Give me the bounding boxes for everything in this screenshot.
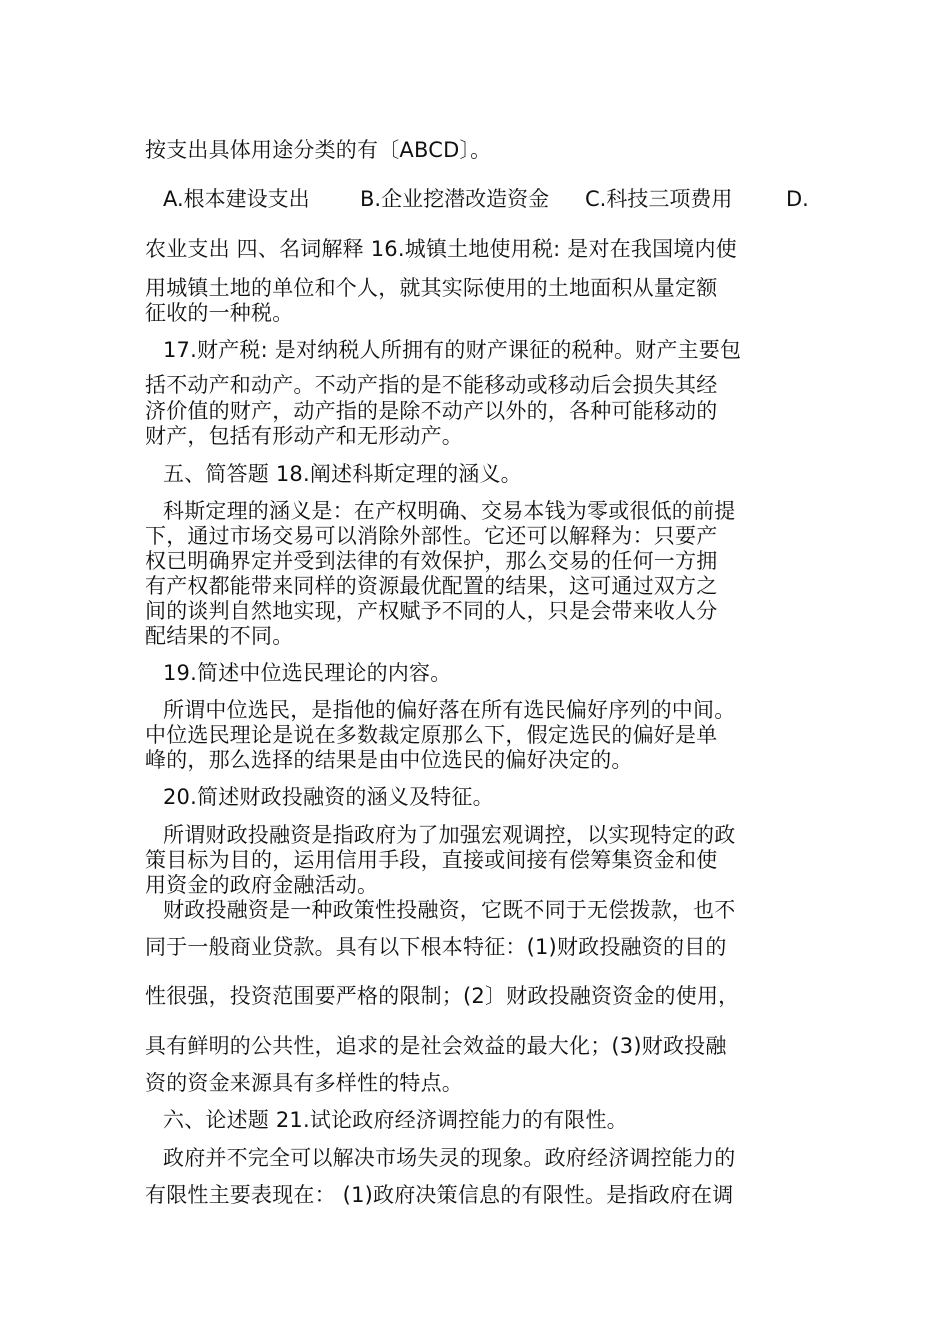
paragraph-line: 权已明确界定并受到法律的有效保护，那么交易的任何一方拥 — [145, 549, 718, 573]
paragraph-line: 用资金的政府金融活动。 — [145, 873, 379, 897]
term-17: 17.财产税: 是对纳税人所拥有的财产课征的税种。财产主要包 — [163, 338, 742, 362]
paragraph-line: 财产，包括有形动产和无形动产。 — [145, 424, 463, 448]
paragraph-line: 征收的一种税。 — [145, 301, 294, 325]
option-a: A.根本建设支出 — [163, 187, 310, 211]
question-19: 19.简述中位选民理论的内容。 — [163, 661, 452, 685]
paragraph-line: 所谓财政投融资是指政府为了加强宏观调控，以实现特定的政 — [163, 823, 736, 847]
paragraph-line: 科斯定理的涵义是：在产权明确、交易本钱为零或很低的前提 — [163, 499, 736, 523]
question-line: 按支出具体用途分类的有〔ABCD〕。 — [145, 138, 492, 162]
paragraph-line: 间的谈判自然地实现，产权赋予不同的人，只是会带来收人分 — [145, 599, 718, 623]
paragraph-line: 有产权都能带来同样的资源最优配置的结果，这可通过双方之 — [145, 574, 718, 598]
paragraph-line: 下，通过市场交易可以消除外部性。它还可以解释为：只要产 — [145, 524, 718, 548]
option-d: D. — [786, 187, 809, 211]
paragraph-line: 配结果的不同。 — [145, 624, 294, 648]
paragraph-line: 括不动产和动产。不动产指的是不能移动或移动后会损失其经 — [145, 373, 718, 397]
paragraph-line: 政府并不完全可以解决市场失灵的现象。政府经济调控能力的 — [163, 1146, 736, 1170]
paragraph-line: 财政投融资是一种政策性投融资，它既不同于无偿拨款，也不 — [163, 898, 736, 922]
paragraph-line: 用城镇土地的单位和个人，就其实际使用的土地面积从量定额 — [145, 276, 718, 300]
paragraph-line: 性很强，投资范围要严格的限制；(2〕财政投融资资金的使用， — [145, 984, 740, 1008]
paragraph-line: 有限性主要表现在： (1)政府决策信息的有限性。是指政府在调 — [145, 1183, 734, 1207]
paragraph-line: 济价值的财产，动产指的是除不动产以外的，各种可能移动的 — [145, 399, 718, 423]
paragraph-line: 峰的，那么选择的结果是由中位选民的偏好决定的。 — [145, 748, 633, 772]
paragraph-line: 策目标为目的，运用信用手段，直接或间接有偿筹集资金和使 — [145, 848, 718, 872]
paragraph-line: 所谓中位选民，是指他的偏好落在所有选民偏好序列的中间。 — [163, 698, 736, 722]
option-c: C.科技三项费用 — [585, 187, 733, 211]
paragraph-line: 资的资金来源具有多样性的特点。 — [145, 1071, 463, 1095]
paragraph-line: 具有鲜明的公共性，追求的是社会效益的最大化；(3)财政投融 — [145, 1034, 727, 1058]
paragraph-line: 中位选民理论是说在多数裁定原那么下，假定选民的偏好是单 — [145, 723, 718, 747]
question-20: 20.简述财政投融资的涵义及特征。 — [163, 785, 494, 809]
paragraph-line: 同于一般商业贷款。具有以下根本特征：(1)财政投融资的目的 — [145, 935, 727, 959]
option-b: B.企业挖潜改造资金 — [360, 187, 550, 211]
paragraph-line: 农业支出 四、名词解释 16.城镇土地使用税: 是对在我国境内使 — [145, 237, 737, 261]
section-heading-6: 六、论述题 21.试论政府经济调控能力的有限性。 — [163, 1108, 628, 1132]
section-heading-5: 五、简答题 18.阐述科斯定理的涵义。 — [163, 462, 522, 486]
